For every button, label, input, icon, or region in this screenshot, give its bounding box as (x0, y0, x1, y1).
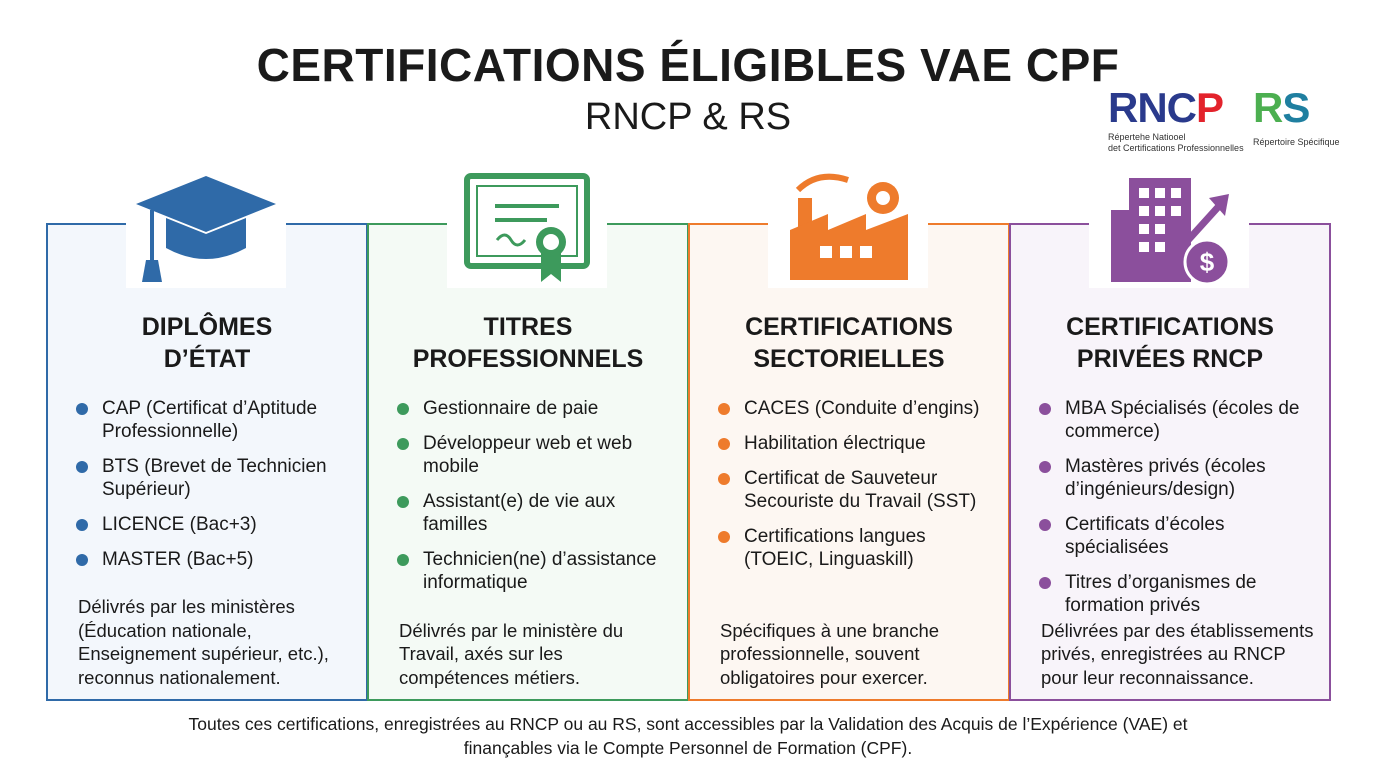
list-item: Technicien(ne) d’assistance informatique (397, 548, 677, 594)
rs-logo-text-a: R (1253, 84, 1283, 131)
building-growth-icon (1089, 170, 1249, 288)
page-subtitle: RNCP & RS (584, 96, 792, 138)
rncp-logo-text-a: RNC (1108, 84, 1196, 131)
footer-note (0, 712, 1376, 760)
list-item: Assistant(e) de vie aux familles (397, 490, 677, 536)
rncp-caption-2: det Certifications Professionnelles (1108, 143, 1244, 153)
rncp-logo-text-b: P (1196, 84, 1224, 131)
card-titres-professionnels (367, 223, 689, 701)
list-item: Titres d’organismes de formation privés (1039, 571, 1319, 617)
card-certifications-privees (1009, 223, 1331, 701)
card-title-line2: SECTORIELLES (753, 345, 945, 373)
list-item: Habilitation électrique (718, 432, 998, 455)
card-description: Spécifiques à une branche professionnelle, souvent obligatoires pour exercer. (720, 619, 940, 688)
card-certifications-sectorielles (688, 223, 1010, 701)
list-item: MASTER (Bac+5) (76, 548, 356, 571)
card-description: Délivrées par des établissements privés, enregistrées au RNCP pour leur reconnaissance. (1041, 619, 1314, 688)
list-item: Certifications langues (TOEIC, Linguaskill) (718, 525, 998, 571)
footer-line-2: finançables via le Compte Personnel de Formation (CPF). (463, 738, 913, 758)
card-diplomes-etat (46, 223, 368, 701)
page-title: CERTIFICATIONS ÉLIGIBLES VAE CPF (256, 39, 1120, 91)
list-item: CACES (Conduite d’engins) (718, 397, 998, 420)
card-title-line2: PRIVÉES RNCP (1076, 345, 1264, 373)
graduation-cap-icon (126, 170, 286, 288)
svg-text:$: $ (1199, 247, 1215, 277)
footer-line-1: Toutes ces certifications, enregistrées au RNCP ou au RS, sont accessibles par la Validation des Acquis de l’Expérience (VAE) et (188, 714, 1188, 734)
card-title-line1: DIPLÔMES (141, 313, 273, 341)
card-title-line2: D’ÉTAT (163, 345, 251, 373)
list-item: LICENCE (Bac+3) (76, 513, 356, 536)
rncp-caption-1: Répertehe Natiooel (1108, 132, 1186, 142)
card-description: Délivrés par le ministère du Travail, axés sur les compétences métiers. (399, 619, 624, 688)
list-item: Mastères privés (écoles d’ingénieurs/design) (1039, 455, 1319, 501)
rs-logo-text-b: S (1282, 84, 1310, 131)
certificate-icon (447, 170, 607, 288)
list-item: Gestionnaire de paie (397, 397, 677, 420)
card-title-line1: TITRES (483, 313, 573, 341)
card-description: Délivrés par les ministères (Éducation nationale, Enseignement supérieur, etc.), reconnus nationalement. (78, 596, 329, 688)
rs-logo (1253, 84, 1340, 148)
list-item: Certificats d’écoles spécialisées (1039, 513, 1319, 559)
factory-icon (768, 170, 928, 288)
rncp-logo (1108, 84, 1244, 154)
list-item: CAP (Certificat d’Aptitude Professionnelle) (76, 397, 356, 443)
list-item: BTS (Brevet de Technicien Supérieur) (76, 455, 356, 501)
card-title-line1: CERTIFICATIONS (745, 313, 953, 341)
card-title-line2: PROFESSIONNELS (412, 345, 644, 373)
list-item: Développeur web et web mobile (397, 432, 677, 478)
card-title-line1: CERTIFICATIONS (1066, 313, 1274, 341)
list-item: MBA Spécialisés (écoles de commerce) (1039, 397, 1319, 443)
rs-caption: Répertoire Spécifique (1253, 137, 1340, 147)
list-item: Certificat de Sauveteur Secouriste du Travail (SST) (718, 467, 998, 513)
